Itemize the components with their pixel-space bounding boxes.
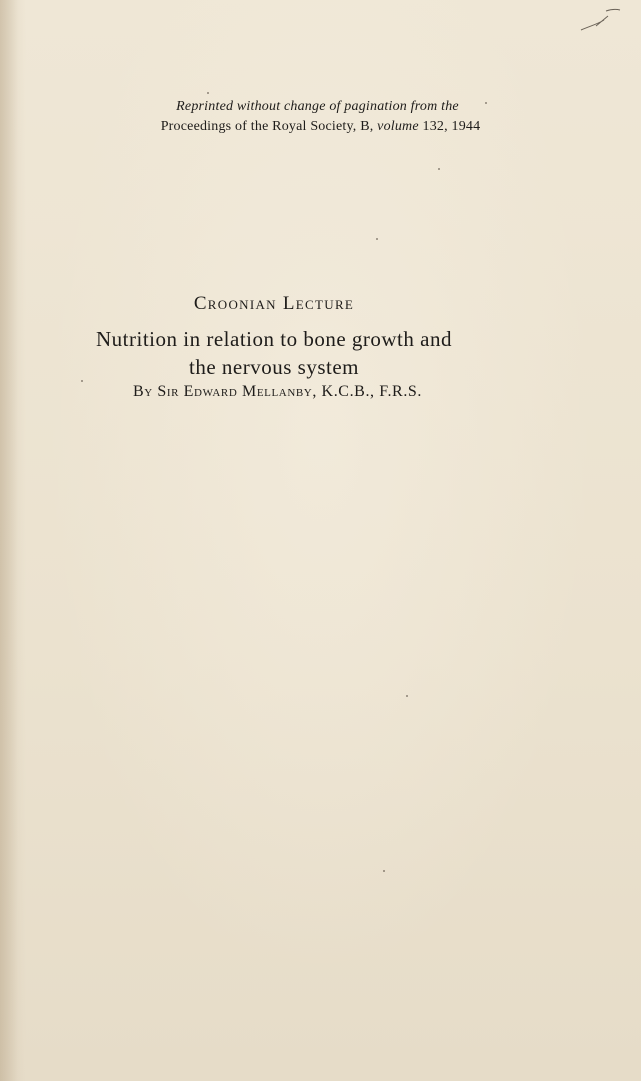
paper-title-line2: the nervous system — [189, 355, 359, 379]
volume-year: 132, 1944 — [422, 119, 481, 134]
speck — [383, 870, 385, 872]
speck — [438, 168, 440, 170]
author-byline: By Sir Edward Mellanby, K.C.B., F.R.S. — [132, 383, 423, 400]
speck — [376, 238, 378, 240]
journal-name: Proceedings of the Royal Society, B, — [160, 119, 374, 134]
speck — [406, 695, 408, 697]
paper-title-line1: Nutrition in relation to bone growth and — [96, 327, 452, 351]
speck — [485, 102, 487, 104]
reprint-note-line1: Reprinted without change of pagination from the — [176, 99, 459, 114]
lecture-title: Croonian Lecture — [193, 293, 355, 314]
reprint-note-line2 — [0, 119, 641, 135]
speck — [207, 92, 209, 94]
speck — [81, 380, 83, 382]
pencil-mark-icon — [576, 6, 621, 36]
page-edge-stain — [0, 0, 18, 1081]
volume-word: volume — [377, 119, 419, 134]
